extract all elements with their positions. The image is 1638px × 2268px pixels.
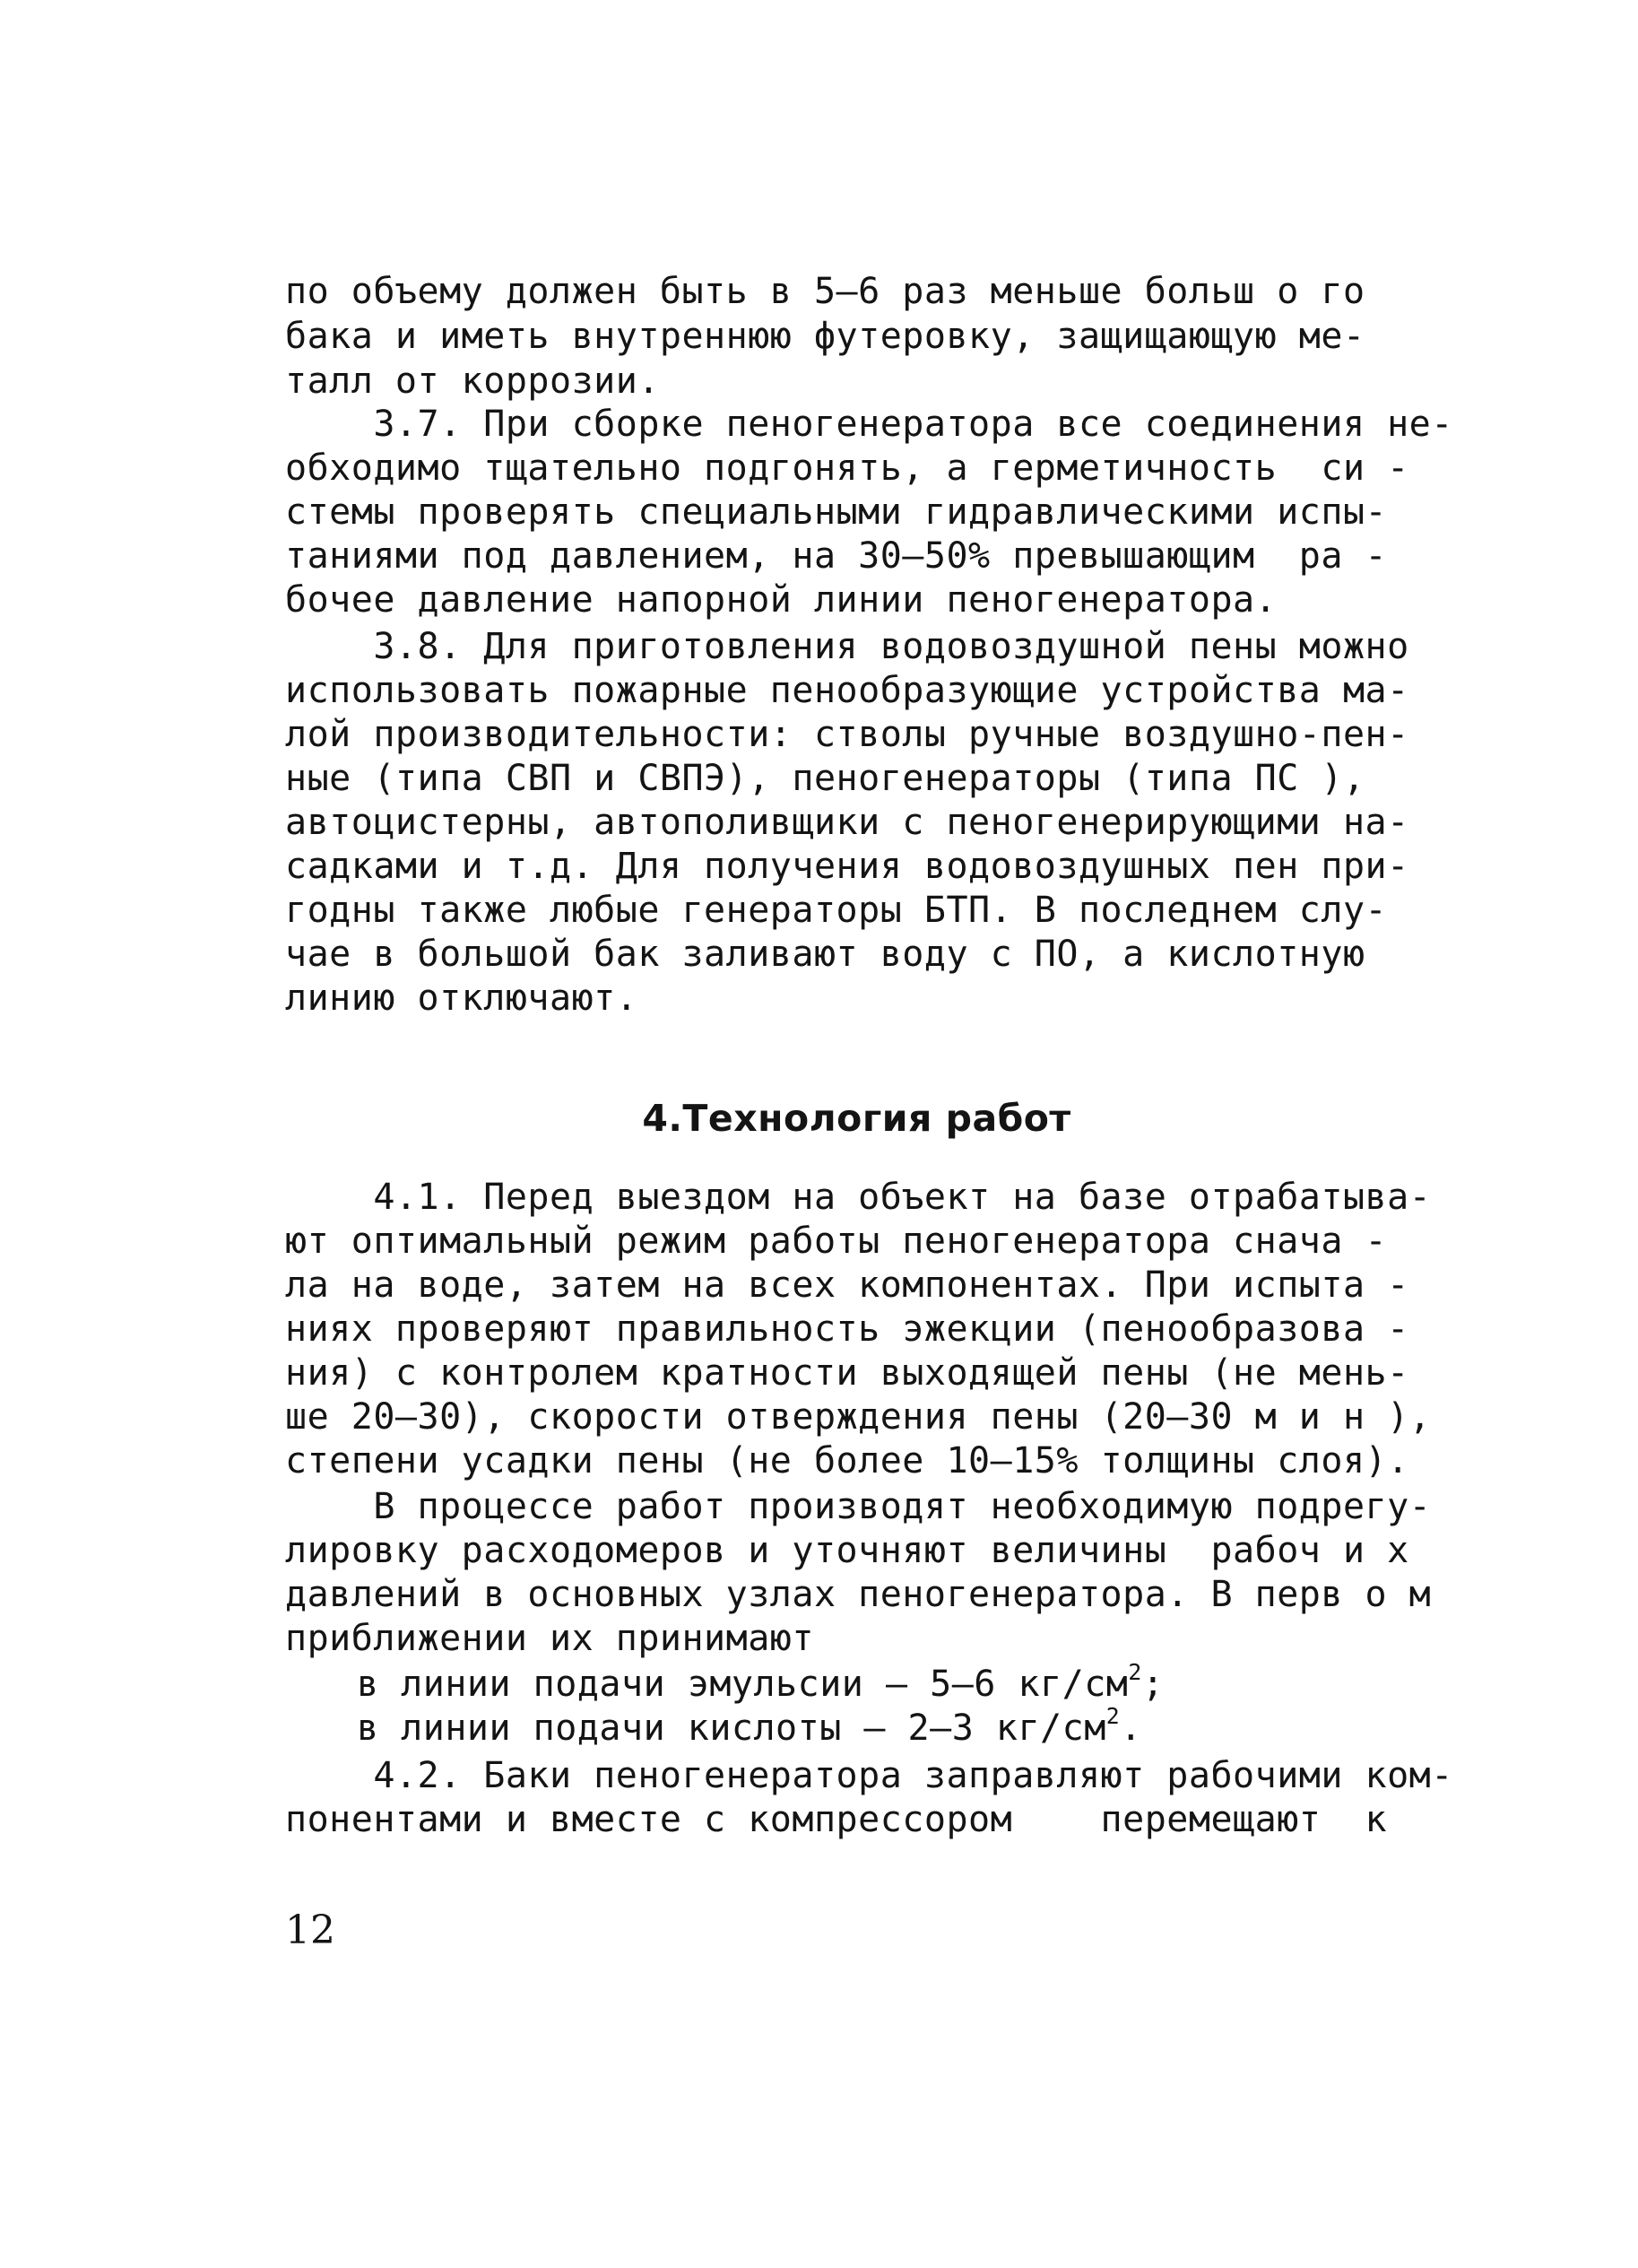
text-line: ют оптимальный режим работы пеногенератора снача - [285, 1221, 1388, 1262]
text-line: 4.2. Баки пеногенератора заправляют рабочими ком- [285, 1755, 1453, 1796]
text-line: бака и иметь внутреннюю футеровку, защищающую ме- [285, 316, 1365, 357]
text-line: таниями под давлением, на 30–50% превышающим ра - [285, 535, 1388, 577]
text-line: В процессе работ производят необходимую подрегу- [285, 1486, 1432, 1527]
text-line: обходимо тщательно подгонять, а герметичность си - [285, 448, 1409, 489]
section-heading: 4.Технология работ [642, 1097, 1071, 1140]
text-line: 3.7. При сборке пеногенератора все соединения не- [285, 404, 1453, 445]
text-line: ше 20–30), скорости отверждения пены (20–30 м и н ), [285, 1396, 1432, 1438]
acid-pressure-end: . [1120, 1708, 1142, 1749]
text-line: бочее давление напорной линии пеногенератора. [285, 579, 1278, 621]
text-line: 4.1. Перед выездом на объект на базе отрабатыва- [285, 1177, 1432, 1218]
text-line: садками и т.д. Для получения водовоздушных пен при- [285, 846, 1409, 887]
text-line: давлений в основных узлах пеногенератора. В перв о м [285, 1574, 1432, 1615]
text-line: 3.8. Для приготовления водовоздушной пены можно [285, 626, 1409, 667]
text-line: использовать пожарные пенообразующие устройства ма- [285, 670, 1409, 711]
text-line: по объему должен быть в 5–6 раз меньше больш о го [285, 271, 1365, 312]
text-line: ла на воде, затем на всех компонентах. При испыта - [285, 1264, 1409, 1306]
acid-pressure-text: в линии подачи кислоты – 2–3 кг/см [357, 1708, 1106, 1749]
text-line: лировку расходомеров и уточняют величины рабоч и х [285, 1530, 1409, 1571]
text-line: степени усадки пены (не более 10–15% толщины слоя). [285, 1440, 1409, 1482]
acid-pressure-exponent: 2 [1105, 1702, 1121, 1729]
emulsion-pressure-line [357, 1658, 1165, 1707]
text-line: понентами и вместе с компрессором перемещают к [285, 1799, 1388, 1840]
text-line: ные (типа СВП и СВПЭ), пеногенераторы (типа ПС ), [285, 758, 1365, 799]
text-line: годны также любые генераторы БТП. В последнем слу- [285, 890, 1388, 931]
emulsion-pressure-end: ; [1141, 1664, 1165, 1705]
emulsion-pressure-text: в линии подачи эмульсии – 5–6 кг/см [357, 1664, 1129, 1705]
acid-pressure-line [357, 1702, 1142, 1751]
text-line: ния) с контролем кратности выходящей пены (не мень- [285, 1352, 1409, 1394]
text-line: чае в большой бак заливают воду с ПО, а кислотную [285, 934, 1365, 975]
text-line: лой производительности: стволы ручные воздушно-пен- [285, 714, 1409, 755]
text-line: талл от коррозии. [285, 361, 660, 402]
text-line: линию отключают. [285, 978, 638, 1019]
text-line: приближении их принимают [285, 1618, 814, 1659]
text-line: ниях проверяют правильность эжекции (пенообразова - [285, 1308, 1409, 1350]
page-number: 12 [285, 1907, 335, 1953]
text-line: автоцистерны, автополивщики с пеногенерирующими на- [285, 802, 1409, 843]
emulsion-pressure-exponent: 2 [1128, 1658, 1142, 1685]
text-line: стемы проверять специальными гидравлическими испы- [285, 491, 1388, 533]
